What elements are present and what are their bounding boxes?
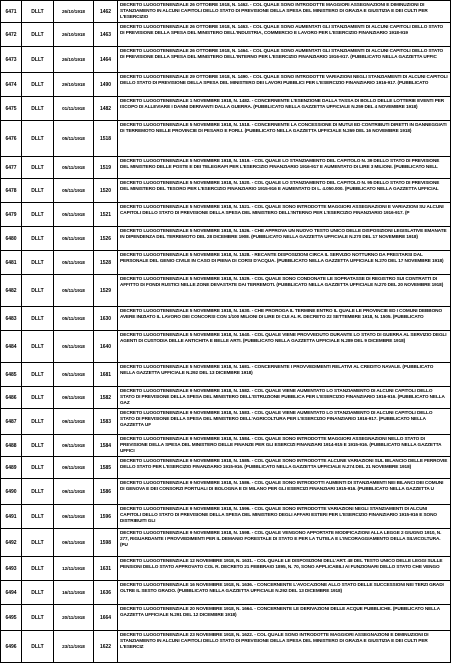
row-date: 29/10/1918 — [54, 73, 94, 96]
row-date: 20/11/1918 — [54, 605, 94, 630]
row-date: 09/11/1918 — [54, 505, 94, 528]
row-number: 1518 — [94, 121, 118, 156]
row-number: 1681 — [94, 363, 118, 386]
table-row — [0, 409, 451, 435]
row-code: DLLT — [22, 457, 54, 478]
row-id: 6480 — [0, 227, 22, 250]
table-row — [0, 307, 451, 331]
row-code: DLLT — [22, 47, 54, 72]
row-date: 09/11/1918 — [54, 435, 94, 456]
row-id: 6493 — [0, 557, 22, 580]
row-number: 1585 — [94, 457, 118, 478]
row-number: 1519 — [94, 157, 118, 178]
row-code: DLLT — [22, 331, 54, 362]
row-number: 1582 — [94, 387, 118, 408]
row-id: 6486 — [0, 387, 22, 408]
table-row — [0, 479, 451, 505]
row-date: 05/11/1918 — [54, 121, 94, 156]
row-description: DECRETO LUOGOTENENZIALE 5 NOVEMBRE 1918, N. 1630. - CHE PROROGA IL TERMINE ENTRO IL QUALE LE PROVINCIE ED I COMUNI DEBBONO AVERE INIZIATO IL LAVORO DEI CONCORSI CON 1/100 MILIONI DI LIRE DI CUI AL R. DECRETO 22 SETTEMBRE 1918, N. 1505. (PUBBLICATO — [118, 307, 451, 330]
row-date: 05/11/1918 — [54, 363, 94, 386]
row-description: DECRETO LUOGOTENENZIALE 5 NOVEMBRE 1918, N. 1521. - COL QUALE SONO INTRODOTTE MAGGIORI ASSEGNAZIONI E VARIAZIONI SU ALCUNI CAPITOLI DELLO STATO DI PREVISIONE DELLA SPESA DEL MINISTERO DELL'INTERNO PER L'ESERCIZIO FINANZIARIO 1916-917. (P — [118, 203, 451, 226]
row-code: DLLT — [22, 203, 54, 226]
row-date: 26/10/1918 — [54, 1, 94, 22]
row-id: 6492 — [0, 529, 22, 556]
row-description: DECRETO LUOGOTENENZIALE 1 NOVEMBRE 1918, N. 1482. - CONCERNENTE L'ESENZIONE DALLA TASSA DI BOLLO DELLE LOTTERIE EVENTI PER ISCOPO DI ALLEVIARE I DANNI DERIVANTI DALLA GUERRA. (PUBBLICATO NELLA GAZZETTA UFFICIALE N.259 DEL 4 NOVEMBRE 1918) — [118, 97, 451, 120]
row-number: 1526 — [94, 227, 118, 250]
row-id: 6474 — [0, 73, 22, 96]
row-id: 6479 — [0, 203, 22, 226]
row-description: DECRETO LUOGOTENENZIALE 26 OTTOBRE 1918, N. 1463. - COL QUALE SONO AUMENTATI GLI STANZIAMENTI DI ALCUNI CAPITOLI DELLO STATO DI PREVISIONE DELLA SPESA DEL MINISTERO DELL'INDUSTRIA, COMMERCIO E LAVORO PER L'ESERCIZIO FINANZIARIO 1918-919 — [118, 23, 451, 46]
row-date: 01/11/1918 — [54, 97, 94, 120]
row-date: 26/10/1918 — [54, 47, 94, 72]
row-code: DLLT — [22, 97, 54, 120]
row-description: DECRETO LUOGOTENENZIALE 23 NOVEMBRE 1918, N. 1622. - COL QUALE SONO INTRODOTTE MAGGIORI ASSEGNAZIONI E DIMINUZIONI DI STANZIAMENTO IN ALCUNI CAPITOLI DELLO STATO DI PREVISIONE DELLA SPESA DEL MINISTERO DI GRAZIA E GIUSTIZIA E DEI CULTI PER L'ESERCIZ — [118, 631, 451, 662]
table-row — [0, 631, 451, 663]
row-id: 6491 — [0, 505, 22, 528]
table-row — [0, 179, 451, 203]
row-description: DECRETO LUOGOTENENZIALE 9 NOVEMBRE 1918, N. 1585. - COL QUALE SONO INTRODOTTE ALCUNE VARIAZIONI SUL BILANCIO DELLE FERROVIE DELLO STATO PER L'ESERCIZIO FINANZIARIO 1915-916. (PUBBLICATO NELLA GAZZETTA UFFICIALE N.274 DEL 21 NOVEMBRE 1918) — [118, 457, 451, 478]
row-code: DLLT — [22, 409, 54, 434]
row-date: 05/11/1918 — [54, 307, 94, 330]
row-id: 6496 — [0, 631, 22, 662]
table-row — [0, 47, 451, 73]
row-number: 1583 — [94, 409, 118, 434]
table-row — [0, 387, 451, 409]
row-code: DLLT — [22, 581, 54, 604]
row-date: 05/11/1918 — [54, 179, 94, 202]
row-code: DLLT — [22, 23, 54, 46]
row-id: 6488 — [0, 435, 22, 456]
table-row — [0, 1, 451, 23]
row-id: 6483 — [0, 307, 22, 330]
row-number: 1529 — [94, 275, 118, 306]
table-row — [0, 227, 451, 251]
row-id: 6487 — [0, 409, 22, 434]
row-description: DECRETO LUOGOTENENZIALE 12 NOVEMBRE 1918, N. 1631. - COL QUALE LE DISPOSIZIONI DELL'ART. 48 DEL TESTO UNICO DELLE LEGGI SULLE PENSIONI DELLO STATO APPROVATO COL R. DECRETO 21 FEBBRAIO 1895, N. 70, SONO APPLICABILI AI FUNZIONARI DELLO STATO CHE VENGO — [118, 557, 451, 580]
row-date: 09/11/1918 — [54, 387, 94, 408]
table-row — [0, 157, 451, 179]
row-description: DECRETO LUOGOTENENZIALE 26 OTTOBRE 1918, N. 1464. - COL QUALE SONO AUMENTATI GLI STANZIAMENTI DI ALCUNI CAPITOLI DELLO STATO DI PREVISIONE DELLA SPESA DEL MINISTERO DELL'INTERNO PER L'ESERCIZIO FINANZIARIO 1916-917. (PUBBLICATO NELLA GAZZETTA UFFIC — [118, 47, 451, 72]
row-date: 05/11/1918 — [54, 203, 94, 226]
row-description: DECRETO LUOGOTENENZIALE 5 NOVEMBRE 1918, N. 1529. - COL QUALE SONO CONDONATE LE SOPRATASSE DI REGISTRO SUI CONTRATTI DI AFFITTO DI FONDI RUSTICI NELLE ZONE DEVASTATE DAI TERREMOTI. (PUBBLICATO NELLA GAZZETTA UFFICIALE N.270 DEL 20 NOVEMBRE 1918) — [118, 275, 451, 306]
row-number: 1521 — [94, 203, 118, 226]
row-date: 16/11/1918 — [54, 581, 94, 604]
row-number: 1490 — [94, 73, 118, 96]
row-code: DLLT — [22, 387, 54, 408]
row-code: DLLT — [22, 251, 54, 274]
row-number: 1640 — [94, 331, 118, 362]
row-date: 23/11/1918 — [54, 631, 94, 662]
row-number: 1520 — [94, 179, 118, 202]
row-id: 6477 — [0, 157, 22, 178]
row-id: 6484 — [0, 331, 22, 362]
table-row — [0, 505, 451, 529]
row-number: 1596 — [94, 505, 118, 528]
table-row — [0, 435, 451, 457]
row-description: DECRETO LUOGOTENENZIALE 9 NOVEMBRE 1918, N. 1584. - COL QUALE SONO INTRODOTTE MAGGIORI ASSEGNAZIONI NELLO STATO DI PREVISIONE DELLA SPESA DEL MINISTERO DELLE FINANZE PER GLI ESERCIZI FINANZIARI 1914-915 E 1915-916. (PUBBLICATO NELLA GAZZETTA UFFICI — [118, 435, 451, 456]
row-code: DLLT — [22, 605, 54, 630]
table-row — [0, 363, 451, 387]
row-description: DECRETO LUOGOTENENZIALE 9 NOVEMBRE 1918, N. 1586. - COL QUALE SONO INTRODOTTI AUMENTI DI STANZIAMENTI NEI BILANCI DEI COMUNI DI GENOVA E DEI CONSORZI PORTUALI DI BOLOGNA E DI MILANO PER GLI ESERCIZI FINANZIARI 1915-916. (PUBBLICATO NELLA GAZZETTA U — [118, 479, 451, 504]
row-id: 6489 — [0, 457, 22, 478]
row-date: 12/11/1918 — [54, 557, 94, 580]
row-id: 6471 — [0, 1, 22, 22]
row-number: 1462 — [94, 1, 118, 22]
row-code: DLLT — [22, 307, 54, 330]
row-id: 6475 — [0, 97, 22, 120]
row-number: 1598 — [94, 529, 118, 556]
row-date: 05/11/1918 — [54, 251, 94, 274]
table-row — [0, 557, 451, 581]
row-description: DECRETO LUOGOTENENZIALE 9 NOVEMBRE 1918, N. 1598. - COL QUALE VENGONO APPORTATE MODIFICAZIONI ALLA LEGGE 2 GIUGNO 1910, N. 277, RIGUARDANTE I PROVVEDIMENTI PER IL DEMANIO FORESTALE DI STATO E PER LA TUTELA E L'INCORAGGIAMENTO DELLA SILVICOLTURA. (PU — [118, 529, 451, 556]
row-description: DECRETO LUOGOTENENZIALE 9 NOVEMBRE 1918, N. 1582. - COL QUALE VIENE AUMENTATO LO STANZIAMENTO DI ALCUNI CAPITOLI DELLO STATO DI PREVISIONE DELLA SPESA DEL MINISTERO DELL'ISTRUZIONE PUBBLICA PER L'ESERCIZIO FINANZIARIO 1916-916. (PUBBLICATO NELLA GAZ — [118, 387, 451, 408]
table-row — [0, 23, 451, 47]
row-number: 1464 — [94, 47, 118, 72]
row-description: DECRETO LUOGOTENENZIALE 5 NOVEMBRE 1918, N. 1519. - COL QUALE LO STANZIAMENTO DEL CAPITOLO N. 39 DELLO STATO DI PREVISIONE DEL MINISTERO DELLE POSTE E DEI TELEGRAFI PER L'ESERCIZIO FINANZIARIO 1916-917 E AUMENTATO DI LIRE 3 MILIONI. (PUBBLICATO NELL — [118, 157, 451, 178]
row-date: 09/11/1918 — [54, 479, 94, 504]
row-description: DECRETO LUOGOTENENZIALE 29 OTTOBRE 1918, N. 1490. - COL QUALE SONO INTRODOTTE VARIAZIONI NEGLI STANZIAMENTI DI ALCUNI CAPITOLI DELLO STATO DI PREVISIONE DELLA SPESA DEL MINISTERO DEI LAVORI PUBBLICI PER L'ESERCIZIO FINANZIARIO 1916-917. (PUBBLICATO — [118, 73, 451, 96]
row-description: DECRETO LUOGOTENENZIALE 5 NOVEMBRE 1918, N. 1681. - CONCERNENTE I PROVVEDIMENTI RELATIVI AL CREDITO NAVALE. (PUBBLICATO NELLA GAZZETTA UFFICIALE N.292 DEL 13 DICEMBRE 1918) — [118, 363, 451, 386]
row-description: DECRETO LUOGOTENENZIALE 26 OTTOBRE 1918, N. 1462. - COL QUALE SONO INTRODOTTE MAGGIORI ASSEGNAZIONI E DIMINUZIONI DI STANZIAMENTO IN ALCUNI CAPITOLI DELLO STATO DI PREVISIONE DELLA SPESA DEL MINISTERO DI GRAZIA E GIUSTIZIA E DEI CULTI PER L'ESERCIZIO — [118, 1, 451, 22]
row-date: 05/11/1918 — [54, 157, 94, 178]
table-row — [0, 605, 451, 631]
row-description: DECRETO LUOGOTENENZIALE 5 NOVEMBRE 1918, N. 1518. - CONCERNENTE LA CONCESSIONE DI MUTUI ED CONTRIBUTI DIRETTI IN DANNEGGIATI DI TERREMOTO NELLE PROVINCIE DI PESARO E FORLI. (PUBBLICATO NELLA GAZZETTA UFFICIALE N.269 DEL 16 NOVEMBRE 1918) — [118, 121, 451, 156]
row-id: 6478 — [0, 179, 22, 202]
row-number: 1664 — [94, 605, 118, 630]
row-code: DLLT — [22, 363, 54, 386]
row-description: DECRETO LUOGOTENENZIALE 5 NOVEMBRE 1918, N. 1520. - COL QUALE LO STANZIAMENTO DEL CAPITOLO N. 95 DELLO STATO DI PREVISIONE DEL MINISTERO DEL TESORO PER L'ESERCIZIO FINANZIARIO 1915-916 E AUMENTATO DI L. 4.050.000. (PUBBLICATO NELLA GAZZETTA UFFICIAL — [118, 179, 451, 202]
row-id: 6494 — [0, 581, 22, 604]
row-number: 1586 — [94, 479, 118, 504]
row-id: 6485 — [0, 363, 22, 386]
row-code: DLLT — [22, 435, 54, 456]
row-description: DECRETO LUOGOTENENZIALE 16 NOVEMBRE 1918, N. 1636. - CONCERNENTE L'AVOCAZIONE ALLO STATO DELLE SUCCESSIONI NEI TERZI GRADI OLTRE IL SESTO GRADO. (PUBBLICATO NELLA GAZZETTA UFFICIALE N.292 DEL 13 DICEMBRE 1918) — [118, 581, 451, 604]
row-code: DLLT — [22, 479, 54, 504]
row-code: DLLT — [22, 505, 54, 528]
row-description: DECRETO LUOGOTENENZIALE 20 NOVEMBRE 1918, N. 1664. - CONCERNENTE LE DERIVAZIONI DELLE ACQUE PUBBLICHE. (PUBBLICATO NELLA GAZZETTA UFFICIALE N.291 DEL 12 DICEMBRE 1918) — [118, 605, 451, 630]
row-code: DLLT — [22, 179, 54, 202]
table-row — [0, 121, 451, 157]
row-description: DECRETO LUOGOTENENZIALE 5 NOVEMBRE 1918, N. 1528. - RECANTE DISPOSIZIONI CIRCA IL SERVIZIO NOTTURNO DA PRESTARSI DAL PERSONALE DEL GENIO CIVILE IN CASO DI PIENA DI CORSI D'ACQUA. (PUBBLICATO NELLA GAZZETTA UFFICIALE N.270 DEL 17 NOVEMBRE 1918) — [118, 251, 451, 274]
table-row — [0, 581, 451, 605]
row-code: DLLT — [22, 529, 54, 556]
row-id: 6476 — [0, 121, 22, 156]
row-description: DECRETO LUOGOTENENZIALE 9 NOVEMBRE 1918, N. 1596. - COL QUALE SONO INTRODOTTE VARIAZIONI NEGLI STANZIAMENTI DI ALCUNI CAPITOLI DELLO STATO DI PREVISIONE DELLA SPESA DEL MINISTERO DEGLI AFFARI ESTERI PER L'ESERCIZIO FINANZIARIO 1915-916 E SONO DISTRIBUITI GLI — [118, 505, 451, 528]
table-row — [0, 457, 451, 479]
row-number: 1636 — [94, 581, 118, 604]
row-description: DECRETO LUOGOTENENZIALE 5 NOVEMBRE 1918, N. 1640. - COL QUALE VIENE PROVVEDUTO DURANTE LO STATO DI GUERRA AL SERVIZIO DEGLI AGENTI DI CUSTODIA DELLE ANTICHITA E BELLE ARTI. (PUBBLICATO NELLA GAZZETTA UFFICIALE N.289 DEL 9 DICEMBRE 1918) — [118, 331, 451, 362]
table-row — [0, 275, 451, 307]
row-code: DLLT — [22, 631, 54, 662]
table-row — [0, 529, 451, 557]
row-code: DLLT — [22, 557, 54, 580]
row-description: DECRETO LUOGOTENENZIALE 9 NOVEMBRE 1918, N. 1583. - COL QUALE VIENE AUMENTATO LO STANZIAMENTO DI ALCUNI CAPITOLI DELLO STATO DI PREVISIONE DELLA SPESA DEL MINISTERO DELL'AGRICOLTURA PER L'ESERCIZIO FINANZIARIO 1916-917. (PUBBLICATO NELLA GAZZETTA UF — [118, 409, 451, 434]
row-id: 6473 — [0, 47, 22, 72]
row-number: 1584 — [94, 435, 118, 456]
table-row — [0, 251, 451, 275]
table-row — [0, 331, 451, 363]
row-date: 26/10/1918 — [54, 23, 94, 46]
row-id: 6482 — [0, 275, 22, 306]
row-code: DLLT — [22, 1, 54, 22]
row-number: 1622 — [94, 631, 118, 662]
table-row — [0, 73, 451, 97]
table-row — [0, 203, 451, 227]
row-date: 09/11/1918 — [54, 409, 94, 434]
row-number: 1528 — [94, 251, 118, 274]
row-code: DLLT — [22, 73, 54, 96]
row-number: 1463 — [94, 23, 118, 46]
row-number: 1631 — [94, 557, 118, 580]
row-date: 09/11/1918 — [54, 529, 94, 556]
row-date: 05/11/1918 — [54, 331, 94, 362]
row-id: 6481 — [0, 251, 22, 274]
row-code: DLLT — [22, 227, 54, 250]
row-date: 05/11/1918 — [54, 275, 94, 306]
row-code: DLLT — [22, 157, 54, 178]
row-id: 6472 — [0, 23, 22, 46]
row-description: DECRETO LUOGOTENENZIALE 5 NOVEMBRE 1918, N. 1526. - CHE APPROVA UN NUOVO TESTO UNICO DELLE DISPOSIZIONI LEGISLATIVE EMANATE IN DIPENDENZA DEL TERREMOTO DEL 28 DICEMBRE 1908. (PUBBLICATO NELLA GAZZETTA UFFICIALE N.270 DEL 17 NOVEMBRE 1918) — [118, 227, 451, 250]
row-number: 1630 — [94, 307, 118, 330]
row-code: DLLT — [22, 275, 54, 306]
table-row — [0, 97, 451, 121]
row-id: 6495 — [0, 605, 22, 630]
row-id: 6490 — [0, 479, 22, 504]
row-number: 1482 — [94, 97, 118, 120]
row-date: 09/11/1918 — [54, 457, 94, 478]
row-code: DLLT — [22, 121, 54, 156]
row-date: 05/11/1918 — [54, 227, 94, 250]
